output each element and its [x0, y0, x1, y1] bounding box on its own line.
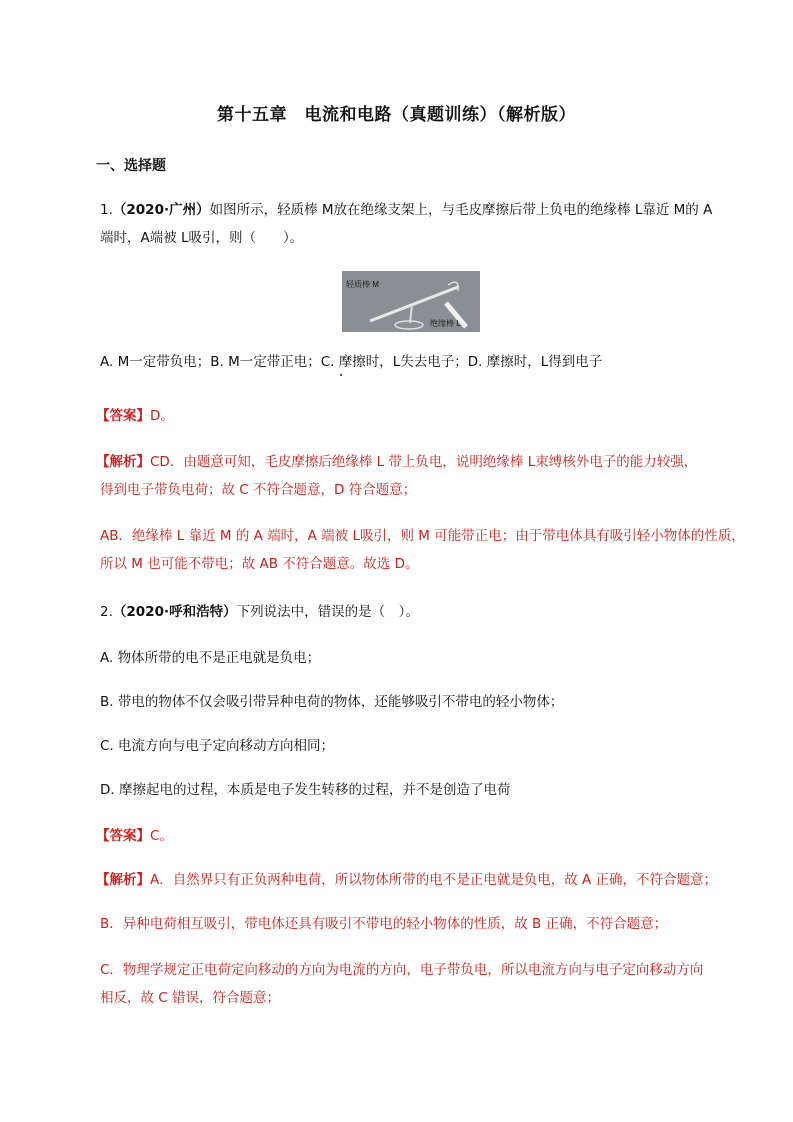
section-heading: 一、选择题 [96, 158, 166, 174]
q1-figure-image [342, 271, 480, 332]
q2-answer [96, 826, 736, 846]
q2-number: 2. [100, 604, 113, 620]
q2-stem [100, 602, 740, 622]
page-title: 第十五章 电流和电路（真题训练）（解析版） [217, 105, 576, 125]
q1-options: A. M一定带负电；B. M一定带正电；C. 摩擦时，L失去电子；D. 摩擦时，L得到电子 [100, 354, 603, 370]
q1-analysis-label: 【解析】 [96, 454, 150, 470]
q1-analysis-line-4: 所以 M 也可能不带电；故 AB 不符合题意。故选 D。 [100, 556, 419, 572]
q1-answer-label: 【答案】 [96, 408, 150, 424]
q1-analysis-line-3: AB．绝缘棒 L 靠近 M 的 A 端时，A 端被 L吸引，则 M 可能带正电；由于带电体具有吸引轻小物体的性质， [100, 528, 745, 544]
q2-analysis-line-4: 相反，故 C 错误，符合题意； [100, 990, 281, 1006]
q2-stem-text: 下列说法中，错误的是（ ）。 [236, 604, 419, 620]
q1-stem-line-2: 端时，A端被 L吸引，则（ ）。 [100, 230, 304, 246]
q2-analysis-label: 【解析】 [96, 872, 150, 888]
q2-answer-label: 【答案】 [96, 828, 150, 844]
q1-answer-value: D。 [150, 408, 174, 424]
figure-label-rod-m: 轻质棒 M [346, 280, 379, 289]
q2-source: （2020·呼和浩特） [112, 604, 237, 620]
q2-analysis-line-2: B．异种电荷相互吸引，带电体还具有吸引不带电的轻小物体的性质，故 B 正确，不符合题意； [100, 916, 668, 932]
q2-option-a: A. 物体所带的电不是正电就是负电； [100, 650, 321, 666]
q1-stem-line-1 [100, 200, 740, 220]
stray-mark [340, 374, 342, 376]
figure-label-rod-l: 绝缘棒 L [430, 319, 461, 328]
q1-analysis-line-1 [96, 452, 736, 472]
q2-option-b: B. 带电的物体不仅会吸引带异种电荷的物体，还能够吸引不带电的轻小物体； [100, 694, 564, 710]
q2-option-c: C. 电流方向与电子定向移动方向相同； [100, 738, 335, 754]
q1-number: 1. [100, 202, 113, 218]
q2-analysis-text-1: A．自然界只有正负两种电荷，所以物体所带的电不是正电就是负电，故 A 正确，不符合题意； [150, 872, 718, 888]
q2-option-d: D. 摩擦起电的过程，本质是电子发生转移的过程，并不是创造了电荷 [100, 782, 511, 798]
q1-stem-text: 如图所示，轻质棒 M放在绝缘支架上，与毛皮摩擦后带上负电的绝缘棒 L靠近 M的 A [209, 202, 713, 218]
q1-analysis-text-1: CD．由题意可知，毛皮摩擦后绝缘棒 L 带上负电，说明绝缘棒 L束缚核外电子的能力较强， [150, 454, 698, 470]
q1-answer [96, 406, 736, 426]
q1-source: （2020·广州） [112, 202, 210, 218]
q2-analysis-line-1 [96, 870, 736, 890]
q2-analysis-line-3: C．物理学规定正电荷定向移动的方向为电流的方向，电子带负电，所以电流方向与电子定向移动方向 [100, 962, 704, 978]
q2-answer-value: C。 [150, 828, 173, 844]
q1-analysis-line-2: 得到电子带负电荷；故 C 不符合题意，D 符合题意； [100, 482, 417, 498]
